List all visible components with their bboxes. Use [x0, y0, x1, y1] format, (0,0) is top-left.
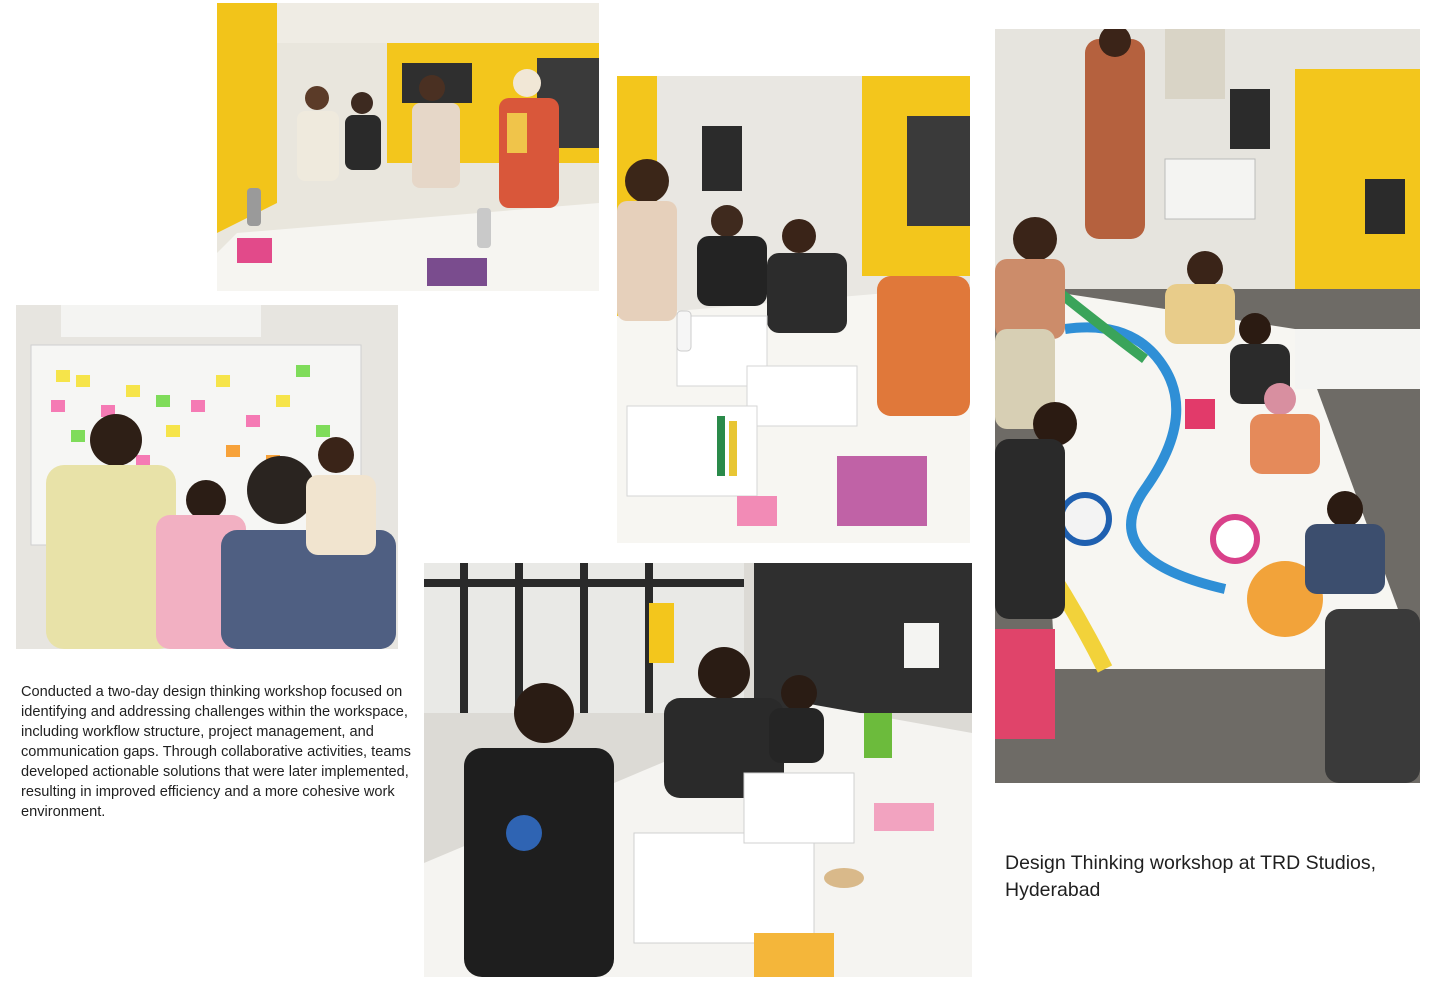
team-at-table-photo	[217, 3, 599, 291]
writing-at-desk-photo	[424, 563, 972, 977]
floor-mural-painting-photo	[995, 29, 1420, 783]
sticky-note-wall-photo	[16, 305, 398, 649]
workshop-description: Conducted a two-day design thinking workshop focused on identifying and addressing challenges within the workspace, including workflow structure, project management, and communication gaps. Through collaborative activities, teams developed actionable solutions that were later implemented, resulting in improved efficiency and a more cohesive work environment.	[21, 684, 411, 820]
workshop-caption: Design Thinking workshop at TRD Studios, Hyderabad	[1005, 852, 1377, 901]
table-discussion-photo	[617, 76, 970, 543]
